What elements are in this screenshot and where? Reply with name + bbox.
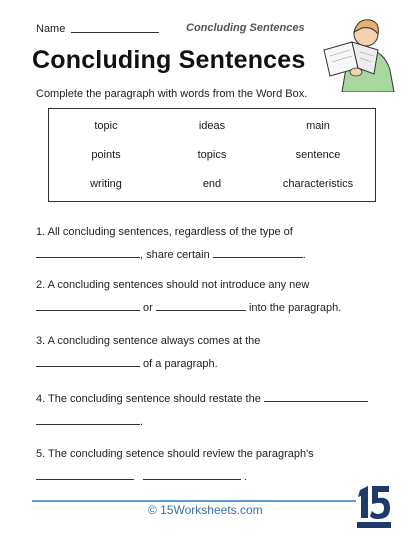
word-box-item: topics bbox=[197, 148, 227, 161]
page-title: Concluding Sentences bbox=[32, 46, 306, 74]
answer-blank[interactable] bbox=[264, 392, 368, 402]
question-answer-line bbox=[36, 297, 386, 320]
word-box bbox=[48, 108, 376, 202]
word-box-item: end bbox=[202, 178, 222, 191]
question-4 bbox=[36, 388, 386, 434]
question-text: 2. A concluding sentences should not introduce any new bbox=[36, 279, 310, 291]
question-text: into the paragraph. bbox=[245, 302, 342, 314]
question-text: 3. A concluding sentence always comes at the bbox=[36, 335, 261, 347]
answer-blank[interactable] bbox=[36, 357, 140, 367]
question-answer-line bbox=[36, 353, 386, 376]
word-box-item: sentence bbox=[295, 148, 341, 161]
question-answer-line bbox=[36, 411, 386, 434]
answer-blank[interactable] bbox=[36, 470, 134, 480]
footer-divider bbox=[32, 500, 370, 502]
question-text: , share certain bbox=[140, 249, 210, 261]
question-text: 5. The concluding setence should review the paragraph's bbox=[36, 448, 314, 460]
answer-blank[interactable] bbox=[36, 301, 140, 311]
word-box-item: writing bbox=[90, 178, 122, 191]
question-answer-line bbox=[36, 466, 386, 489]
name-field bbox=[36, 23, 159, 35]
word-box-item: topic bbox=[94, 119, 118, 132]
question-text: . bbox=[302, 249, 306, 261]
answer-blank[interactable] bbox=[36, 415, 140, 425]
question-answer-line bbox=[36, 244, 386, 267]
question-2 bbox=[36, 274, 386, 320]
instructions: Complete the paragraph with words from the Word Box. bbox=[36, 88, 308, 100]
question-5 bbox=[36, 443, 386, 489]
student-reading-illustration bbox=[318, 8, 404, 92]
question-text: of a paragraph. bbox=[140, 358, 218, 370]
question-3 bbox=[36, 330, 386, 376]
answer-blank[interactable] bbox=[36, 248, 140, 258]
answer-blank[interactable] bbox=[143, 470, 241, 480]
question-text-part: 4. The concluding sentence should restate the bbox=[36, 393, 261, 405]
word-box-item: ideas bbox=[198, 119, 226, 132]
answer-blank[interactable] bbox=[156, 301, 246, 311]
word-box-item: main bbox=[306, 119, 330, 132]
footer-copyright: © 15Worksheets.com bbox=[148, 503, 263, 517]
word-box-item: characteristics bbox=[282, 178, 354, 191]
question-text: 1. All concluding sentences, regardless of the type of bbox=[36, 226, 293, 238]
answer-blank[interactable] bbox=[213, 248, 303, 258]
question-text: . bbox=[244, 471, 248, 483]
header-subtitle: Concluding Sentences bbox=[186, 22, 305, 34]
question-1 bbox=[36, 221, 386, 267]
question-text bbox=[36, 388, 386, 411]
word-box-item: points bbox=[91, 148, 121, 161]
15worksheets-logo bbox=[356, 484, 392, 530]
name-label: Name bbox=[36, 23, 66, 35]
question-text: or bbox=[140, 302, 156, 314]
question-text: . bbox=[140, 416, 144, 428]
name-blank[interactable] bbox=[71, 23, 159, 33]
